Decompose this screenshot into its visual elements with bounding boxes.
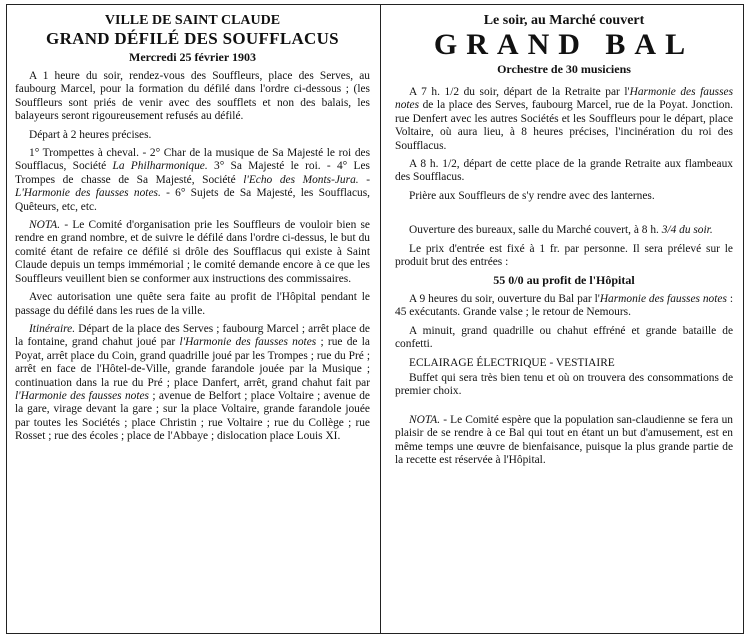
parade-date: Mercredi 25 février 1903	[129, 50, 256, 64]
lanterns-paragraph: Prière aux Souffleurs de s'y rendre avec des lanternes.	[409, 189, 655, 202]
parade-title: GRAND DÉFILÉ DES SOUFFLACUS	[46, 29, 339, 48]
opening-paragraph: Ouverture des bureaux, salle du Marché couvert, à 8 h. 3/4 du soir.	[409, 224, 713, 237]
parade-column	[15, 11, 370, 629]
procession-order-paragraph: 1° Trompettes à cheval. - 2° Char de la musique de Sa Majesté le roi des Soufflacus, Société La Philharmonique. 3° Sa Majesté le roi. - 4° Les Trompes de chasse de Sa Majesté, Société l'Echo des Monts-Jura. - L'Harmonie des fausses notes. - 6° Sujets de Sa Majesté, les Soufflacus, Quêteurs, etc, etc.	[15, 147, 370, 213]
collection-paragraph: Avec autorisation une quête sera faite au profit de l'Hôpital pendant le passage du défilé dans les rues de la ville.	[15, 291, 370, 317]
spacer	[395, 208, 733, 224]
price-paragraph: Le prix d'entrée est fixé à 1 fr. par personne. Il sera prélevé sur le produit brut des entrées :	[395, 242, 733, 269]
lighting-cloakroom-line: ECLAIRAGE ÉLECTRIQUE - VESTIAIRE	[409, 356, 615, 369]
ball-subtitle: Le soir, au Marché couvert	[483, 13, 645, 28]
buffet-paragraph: Buffet qui sera très bien tenu et où on trouvera des consommations de premier choix.	[395, 371, 733, 398]
spacer	[395, 404, 733, 414]
committee-note-paragraph: NOTA. - Le Comité d'organisation prie les Souffleurs de vouloir bien se rendre en grand nombre, et de suivre le défilé dans l'ordre ci-dessus, le but du comité étant de refaire ce défilé si drôle des Soufflacus qui existe à Saint Claude depuis un temps immémorial ; le comité demande encore à ce que les Souffleurs veuillent bien se conformer aux instructions des commissaires.	[15, 219, 370, 285]
itinerary-paragraph: Itinéraire. Départ de la place des Serves ; faubourg Marcel ; arrêt place de la fontaine, grand chahut joué par l'Harmonie des fausses notes ; rue de la Poyat, arrêt place du Coin, grand quadrille joué par les Trompes ; rue du Pré ; arrêt en face de l'Hôtel-de-Ville, grande farandole jouée par la Musique ; continuation dans la rue du Pré ; place Danfert, arrêt, grand chahut fait par l'Harmonie des fausses notes ; avenue de Belfort ; place Voltaire ; avenue de la gare, virage devant la gare ; sur la place Voltaire, grande farandole jouée par toutes les Sociétés ; place Christin ; rue Voltaire ; rue du Collège ; rue Rosset ; rue des écoles ; place de l'Abbaye ; dislocation place Louis XI.	[15, 322, 370, 443]
column-divider	[380, 5, 381, 633]
torchlight-paragraph: A 8 h. 1/2, départ de cette place de la grande Retraite aux flambeaux des Soufflacus.	[395, 158, 733, 184]
newspaper-clipping	[6, 4, 744, 634]
hospital-share: 55 0/0 au profit de l'Hôpital	[493, 273, 635, 288]
midnight-paragraph: A minuit, grand quadrille ou chahut effréné et grande bataille de confetti.	[395, 324, 733, 351]
ball-opening-paragraph: A 9 heures du soir, ouverture du Bal par l'Harmonie des fausses notes : 45 exécutants. Grande valse ; le retour de Nemours.	[395, 292, 734, 319]
ball-column	[395, 11, 733, 629]
meeting-paragraph: A 1 heure du soir, rendez-vous des Souffleurs, place des Serves, au faubourg Marcel, pour la formation du défilé dans l'ordre ci-dessous ; (les Souffleurs sont priés de venir avec des soufflets et non des balais, les balayeurs seront rigoureusement refusés au défilé.	[15, 70, 370, 123]
ball-note-paragraph: NOTA. - Le Comité espère que la population san-claudienne se fera un plaisir de se rendre à ce Bal qui tout en étant un but d'amusement, est en même temps une œuvre de bienfaisance, puisque la plus grande partie de la recette est réservée à l'Hôpital.	[395, 413, 733, 466]
departure-paragraph: Départ à 2 heures précises.	[29, 128, 152, 141]
ball-title: GRAND BAL	[433, 28, 695, 61]
town-heading: VILLE DE SAINT CLAUDE	[104, 13, 281, 28]
orchestra-heading: Orchestre de 30 musiciens	[497, 62, 631, 76]
retreat-paragraph: A 7 h. 1/2 du soir, départ de la Retraite par l'Harmonie des fausses notes de la place des Serves, faubourg Marcel, rue de la Poyat. Jonction. rue Denfert avec les autres Sociétés et les Souffleurs pour le départ, place Voltaire, où aura lieu, à 8 heures précises, l'incinération du roi des Soufflacus.	[395, 86, 734, 152]
